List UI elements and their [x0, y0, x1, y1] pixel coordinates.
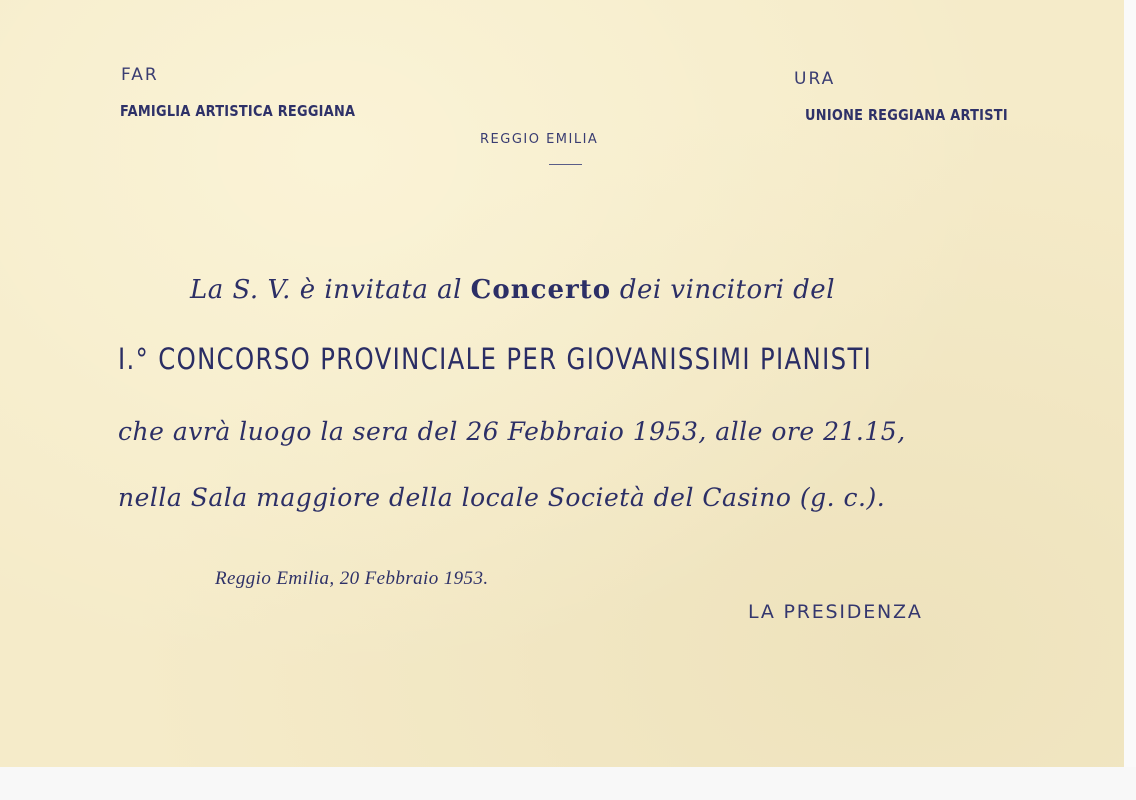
issue-dateline: Reggio Emilia, 20 Febbraio 1953. — [215, 568, 489, 589]
scan-margin-bottom — [0, 767, 1136, 800]
invitation-suffix: dei vincitori del — [619, 275, 836, 305]
concerto-word: Concerto — [470, 275, 612, 305]
city-heading: REGGIO EMILIA — [480, 132, 599, 147]
scan-margin-right — [1124, 0, 1136, 800]
competition-title: I.° CONCORSO PROVINCIALE PER GIOVANISSIMI PIANISTI — [118, 342, 873, 376]
far-full-name: FAMIGLIA ARTISTICA REGGIANA — [120, 102, 356, 120]
far-abbreviation: FAR — [121, 65, 159, 85]
ura-abbreviation: URA — [794, 69, 836, 89]
event-venue-line: nella Sala maggiore della locale Società del Casino (g. c.). — [118, 483, 886, 512]
invitation-line-1 — [190, 275, 835, 305]
presidency-signature: LA PRESIDENZA — [748, 601, 923, 623]
city-underline-divider — [549, 164, 582, 165]
ura-full-name: UNIONE REGGIANA ARTISTI — [805, 106, 1008, 124]
invitation-prefix: La S. V. è invitata al — [190, 275, 462, 305]
event-date-line: che avrà luogo la sera del 26 Febbraio 1953, alle ore 21.15, — [118, 417, 906, 446]
